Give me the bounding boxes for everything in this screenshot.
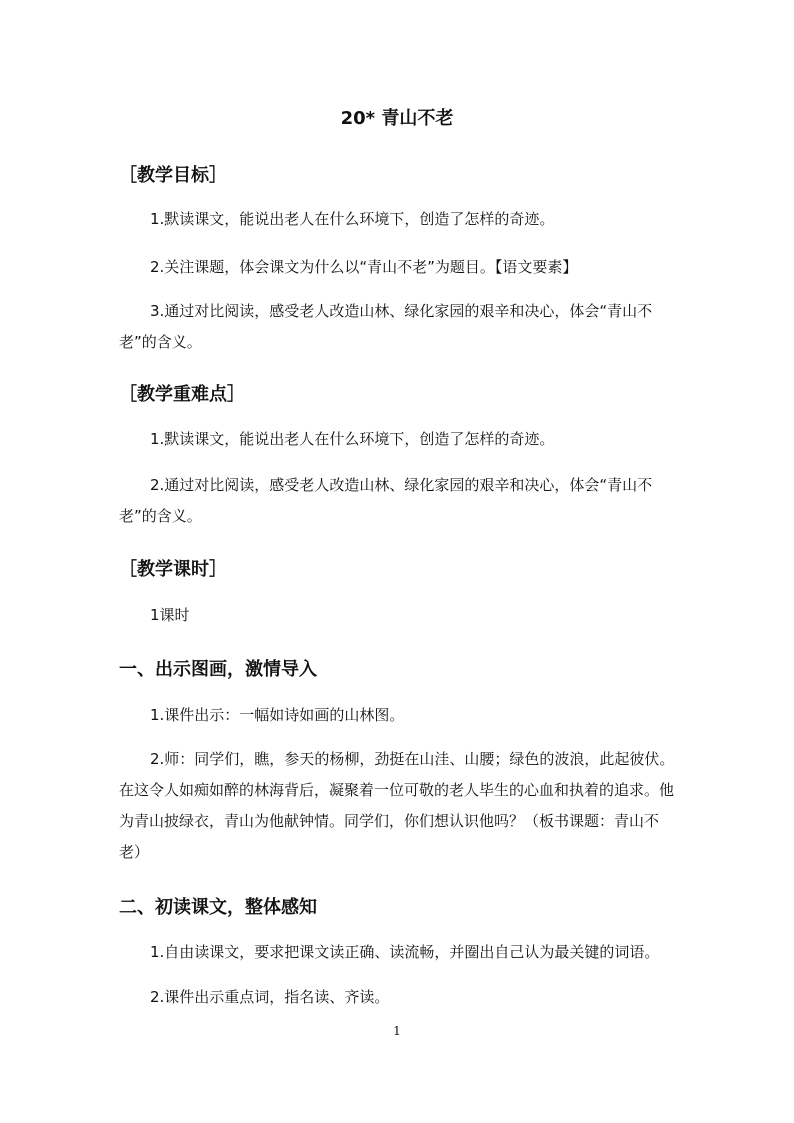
- objective-paragraph-2: 2.关注课题，体会课文为什么以“青山不老”为题目。【语文要素】: [150, 258, 578, 276]
- class-hours-paragraph: 1课时: [150, 606, 190, 624]
- document-title: 20* 青山不老: [340, 108, 454, 129]
- first-reading-paragraph-1: 1.自由读课文，要求把课文读正确、读流畅，并圈出自己认为最关键的词语。: [150, 943, 660, 961]
- section-heading-key-difficulties: ［教学重难点］: [119, 384, 245, 405]
- objective-paragraph-3: 3.通过对比阅读，感受老人改造山林、绿化家园的艰辛和决心，体会“青山不老”的含义。: [119, 302, 653, 351]
- difficulty-paragraph-2: 2.通过对比阅读，感受老人改造山林、绿化家园的艰辛和决心，体会“青山不老”的含义。: [119, 476, 653, 525]
- first-reading-paragraph-2: 2.课件出示重点词，指名读、齐读。: [150, 988, 390, 1006]
- objective-paragraph-1: 1.默读课文，能说出老人在什么环境下，创造了怎样的奇迹。: [150, 210, 555, 228]
- section-heading-first-reading: 二、初读课文，整体感知: [119, 897, 317, 918]
- section-heading-class-hours: ［教学课时］: [119, 559, 227, 580]
- section-heading-teaching-objectives: ［教学目标］: [119, 165, 227, 186]
- difficulty-paragraph-1: 1.默读课文，能说出老人在什么环境下，创造了怎样的奇迹。: [150, 430, 555, 448]
- introduction-paragraph-1: 1.课件出示：一幅如诗如画的山林图。: [150, 706, 405, 724]
- section-heading-introduction: 一、出示图画，激情导入: [119, 659, 317, 680]
- introduction-paragraph-2: 2.师：同学们，瞧，参天的杨柳，劲挺在山洼、山腰；绿色的波浪，此起彼伏。在这令人如痴如醉的林海背后，凝聚着一位可敬的老人毕生的心血和执着的追求。他为青山披绿衣，青山为他献钟情。同学们，你们想认识他吗？（板书课题：青山不老）: [119, 750, 675, 861]
- page-number: 1: [393, 1024, 401, 1038]
